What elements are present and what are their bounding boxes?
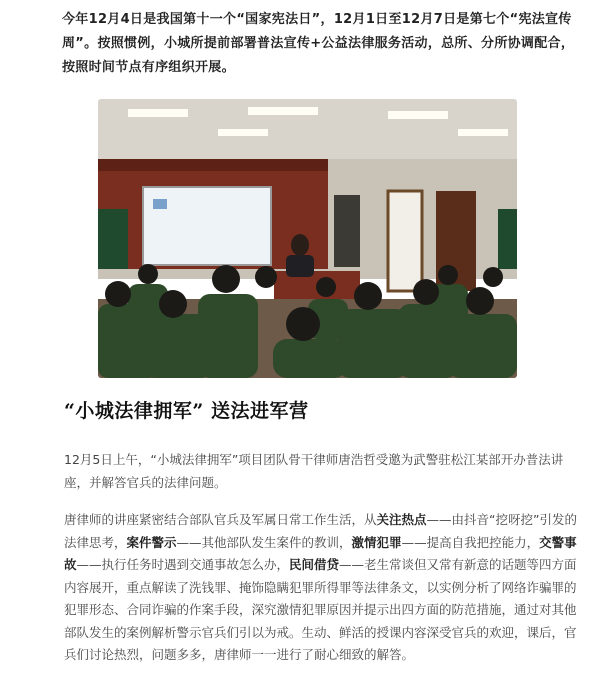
para-bold-case-warning: 案件警示 [126, 534, 177, 550]
para-text-4: ——提高自我把控能力， [401, 534, 540, 550]
intro-paragraph: 今年12月4日是我国第十一个“国家宪法日”，12月1日至12月7日是第七个“宪法宣传周”。按照惯例，小城所提前部署普法宣传+公益法律服务活动，总所、分所协调配合，按照时间节点有序组织开展。 [62, 12, 575, 75]
lecture-photo [98, 99, 517, 378]
para-bold-hot-topics: 关注热点 [376, 512, 427, 527]
section-heading: “小城法律拥军” 送法进军营 [64, 400, 309, 422]
para-text-5: ——执行任务时遇到交通事故怎么办， [76, 557, 290, 572]
para-bold-traffic-accident: 交警事故 [64, 534, 577, 572]
para-text-2: ——由抖音“挖呀挖”引发的法律思考， [64, 512, 577, 550]
para-bold-private-lending: 民间借贷 [289, 557, 340, 572]
paragraph-lecture [64, 509, 580, 667]
para-text-3: ——其他部队发生案件的教训， [176, 534, 352, 550]
lecture-photo-illustration [98, 99, 517, 378]
para-text-6: ——老生常谈但又常有新意的话题等四方面内容展开，重点解读了洗钱罪、掩饰隐瞒犯罪所得罪等法律条文，以实例分析了网络诈骗罪的犯罪形态、合同诈骗的作案手段，深究激情犯罪原因并提示出四方面的防范措施，通过对其他部队发生的案例解析警示官兵们引以为戒。生动、鲜活的授课内容深受官兵的欢迎，课后，官兵们讨论热烈，问题多多，唐律师一一进行了耐心细致的解答。 [64, 557, 577, 662]
paragraph-intro [64, 449, 580, 494]
para-text-1: 唐律师的讲座紧密结合部队官兵及军属日常工作生活，从 [64, 512, 377, 527]
paragraph-intro-text: 12月5日上午，“小城法律拥军”项目团队骨干律师唐浩哲受邀为武警驻松江某部开办普法讲座，并解答官兵的法律问题。 [64, 452, 564, 490]
para-bold-passion-crime: 激情犯罪 [351, 534, 402, 550]
